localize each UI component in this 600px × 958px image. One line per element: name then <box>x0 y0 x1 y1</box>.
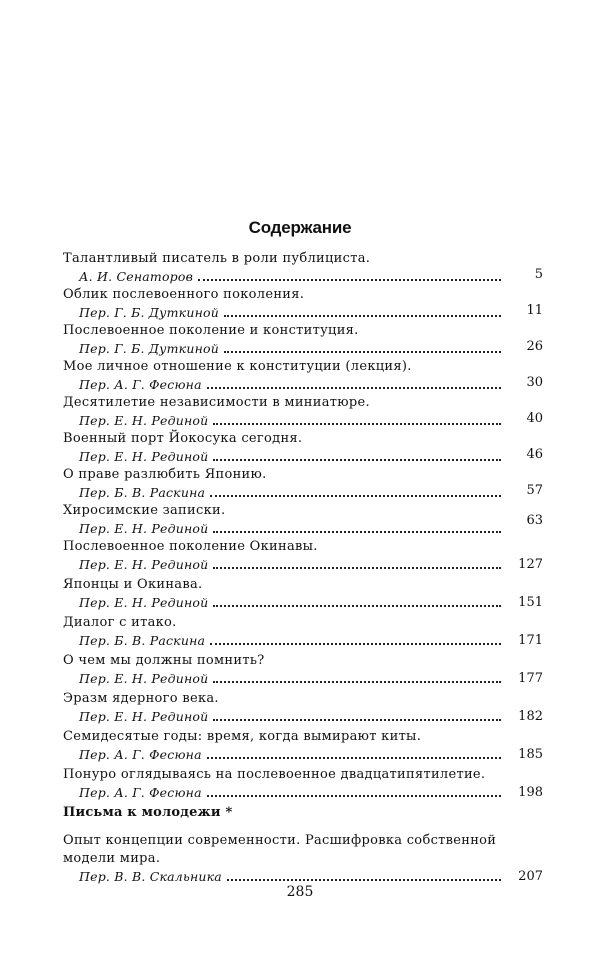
dot-leader <box>213 530 501 533</box>
entry-translator: Пер. Е. Н. Рединой <box>79 557 209 572</box>
toc-entry <box>63 832 543 888</box>
entry-title: Опыт концепции современности. Расшифровка собственной модели мира. <box>63 833 497 866</box>
entry-page: 11 <box>526 303 543 318</box>
entry-translator: Пер. А. Г. Фесюна <box>79 785 202 800</box>
entry-translator: Пер. Г. Б. Дуткиной <box>79 305 219 320</box>
toc-entry <box>63 766 543 804</box>
entry-translator: Пер. Е. Н. Рединой <box>79 671 209 686</box>
dot-leader <box>213 604 501 607</box>
entry-title: Японцы и Окинава. <box>63 577 203 592</box>
entry-page: 182 <box>518 709 543 724</box>
entry-translator: Пер. Е. Н. Рединой <box>79 449 209 464</box>
entry-title: Десятилетие независимости в миниатюре. <box>63 395 370 410</box>
entry-translator: Пер. А. Г. Фесюна <box>79 377 202 392</box>
dot-leader <box>210 494 501 497</box>
entry-translator: Пер. Е. Н. Рединой <box>79 521 209 536</box>
entry-page: 185 <box>518 747 543 762</box>
entry-page: 171 <box>518 633 543 648</box>
dot-leader <box>210 642 501 645</box>
toc-entry <box>63 430 543 466</box>
toc-entry <box>63 286 543 322</box>
entry-page: 151 <box>518 595 543 610</box>
entry-title: Облик послевоенного поколения. <box>63 287 305 302</box>
entry-title: Послевоенное поколение Окинавы. <box>63 539 318 554</box>
toc-entry <box>63 614 543 652</box>
dot-leader <box>213 422 501 425</box>
entry-page: 46 <box>526 447 543 462</box>
dot-leader <box>213 680 501 683</box>
toc-entry <box>63 394 543 430</box>
entry-title: Диалог с итако. <box>63 615 177 630</box>
page-number: 285 <box>286 884 314 900</box>
dot-leader <box>227 878 501 881</box>
entry-translator: Пер. Б. В. Раскина <box>79 485 206 500</box>
entry-page: 177 <box>518 671 543 686</box>
entry-title: Семидесятые годы: время, когда вымирают киты. <box>63 729 422 744</box>
entry-title: Эразм ядерного века. <box>63 691 219 706</box>
dot-leader <box>213 566 501 569</box>
dot-leader <box>224 314 501 317</box>
entry-title: Понуро оглядываясь на послевоенное двадцатипятилетие. <box>63 767 486 782</box>
dot-leader <box>198 278 501 281</box>
entry-page: 198 <box>518 785 543 800</box>
section-heading: Письма к молодежи * <box>63 805 233 820</box>
entry-page: 57 <box>526 483 543 498</box>
dot-leader <box>213 718 501 721</box>
entry-page: 127 <box>518 557 543 572</box>
toc-entry <box>63 652 543 690</box>
page-title: Содержание <box>248 218 352 237</box>
entry-title: Послевоенное поколение и конституция. <box>63 323 359 338</box>
entry-page: 5 <box>534 267 543 282</box>
toc-entry <box>63 576 543 614</box>
table-of-contents <box>63 250 543 888</box>
entry-translator: Пер. Е. Н. Рединой <box>79 709 209 724</box>
entry-translator: Пер. В. В. Скальника <box>79 869 222 884</box>
toc-entry <box>63 322 543 358</box>
entry-translator: Пер. А. Г. Фесюна <box>79 747 202 762</box>
entry-translator: Пер. Б. В. Раскина <box>79 633 206 648</box>
entry-translator: Пер. Е. Н. Рединой <box>79 595 209 610</box>
dot-leader <box>224 350 501 353</box>
entry-page: 30 <box>526 375 543 390</box>
dot-leader <box>213 458 501 461</box>
entry-title: О праве разлюбить Японию. <box>63 467 267 482</box>
entry-title: Мое личное отношение к конституции (лекция). <box>63 359 412 374</box>
entry-title: Военный порт Йокосука сегодня. <box>63 431 303 446</box>
entry-title: О чем мы должны помнить? <box>63 653 265 668</box>
dot-leader <box>207 794 501 797</box>
entry-page: 207 <box>518 869 543 884</box>
entry-page: 63 <box>526 513 543 528</box>
entry-page: 26 <box>526 339 543 354</box>
toc-entry <box>63 728 543 766</box>
entry-title: Хиросимские записки. <box>63 503 226 518</box>
toc-entry <box>63 466 543 502</box>
toc-entry <box>63 250 543 286</box>
entry-translator: Пер. Г. Б. Дуткиной <box>79 341 219 356</box>
dot-leader <box>207 386 501 389</box>
toc-entry <box>63 358 543 394</box>
toc-entry <box>63 502 543 538</box>
toc-entry <box>63 690 543 728</box>
dot-leader <box>207 756 501 759</box>
entry-translator: Пер. Е. Н. Рединой <box>79 413 209 428</box>
toc-entry <box>63 538 543 576</box>
entry-translator: А. И. Сенаторов <box>79 269 194 284</box>
entry-page: 40 <box>526 411 543 426</box>
entry-title: Талантливый писатель в роли публициста. <box>63 251 371 266</box>
